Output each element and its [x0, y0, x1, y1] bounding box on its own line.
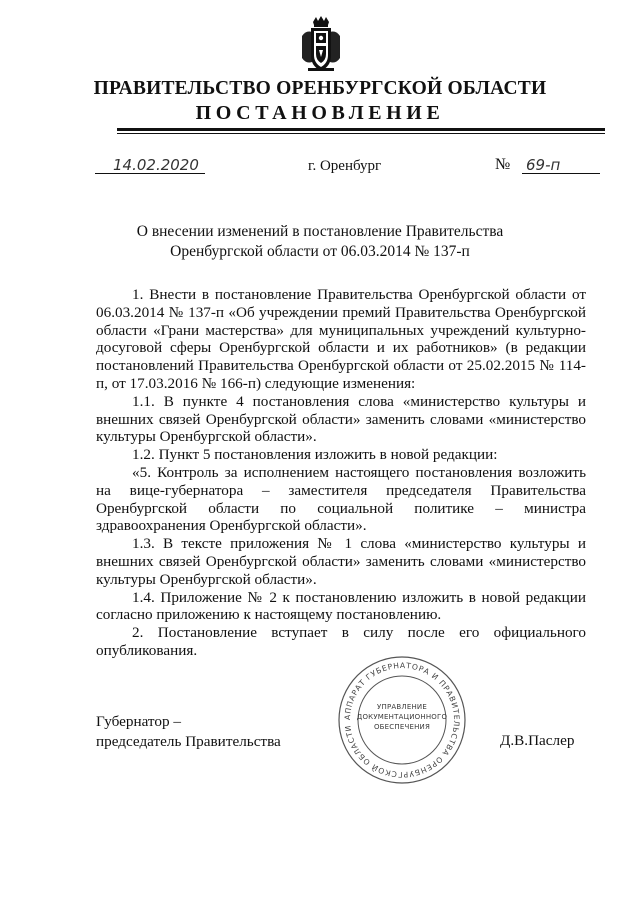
document-type-title: ПОСТАНОВЛЕНИЕ [195, 102, 445, 124]
document-subject [0, 222, 640, 262]
body-paragraph-2: 2. Постановление вступает в силу после его официального опубликования. [96, 624, 586, 659]
body-paragraph-1: 1. Внести в постановление Правительства Оренбургской области от 06.03.2014 № 137-п «Об учреждении премий Правительства Оренбургской области «Грани мастерства» для муниципальных учреждений культурно-досуговой сферы Оренбургской области и их работников» (в редакции постановлений Правительства Оренбургской области от 25.02.2015 № 114-п, от 17.03.2016 № 166-п) следующие изменения: [96, 286, 586, 392]
subject-line-1: О внесении изменений в постановление Правительства [136, 223, 504, 240]
stamp-line-3: ОБЕСПЕЧЕНИЯ [373, 723, 431, 731]
stamp-line-2: ДОКУМЕНТАЦИОННОГО [356, 713, 448, 721]
header-rule-thick [117, 128, 605, 131]
date-value: 14.02.2020 [113, 156, 199, 174]
signer-title [96, 712, 281, 752]
body-paragraph-1-3: 1.3. В тексте приложения № 1 слова «министерство культуры и внешних связей Оренбургской области» заменить словами «министерство культуры Оренбургской области». [96, 535, 586, 588]
signer-title-line-1: Губернатор – [96, 713, 181, 730]
date-field [95, 155, 205, 177]
city-name: г. Оренбург [308, 158, 382, 174]
stamp-center-text [350, 702, 454, 732]
stamp-line-1: УПРАВЛЕНИЕ [377, 703, 427, 711]
signer-title-line-2: председатель Правительства [96, 733, 281, 750]
number-label: № [495, 156, 511, 173]
subject-line-2: Оренбургской области от 06.03.2014 № 137-п [170, 243, 470, 260]
document-body [96, 286, 586, 660]
signer-name: Д.В.Паслер [500, 732, 575, 749]
government-title: ПРАВИТЕЛЬСТВО ОРЕНБУРГСКОЙ ОБЛАСТИ [93, 78, 547, 99]
body-paragraph-1-4: 1.4. Приложение № 2 к постановлению изложить в новой редакции согласно приложению к настоящему постановлению. [96, 588, 586, 624]
number-value: 69-п [526, 156, 561, 174]
header-rule-thin [117, 133, 605, 134]
coat-of-arms-emblem [300, 16, 342, 74]
body-paragraph-1-1: 1.1. В пункте 4 постановления слова «министерство культуры и внешних связей Оренбургской области» заменить словами «министерство культуры Оренбургской области». [96, 392, 586, 446]
body-paragraph-1-2: 1.2. Пункт 5 постановления изложить в новой редакции: [132, 446, 498, 464]
body-paragraph-quote-5: «5. Контроль за исполнением настоящего постановления возложить на вице-губернатора – заместителя председателя Правительства Оренбургской области по социальной политике – министра здравоохранения Оренбургской области». [96, 463, 586, 535]
stamp-ring-text: АППАРАТ ГУБЕРНАТОРА И ПРАВИТЕЛЬСТВА ОРЕНБУРГСКОЙ ОБЛАСТИ [342, 660, 462, 780]
number-field [522, 155, 600, 177]
